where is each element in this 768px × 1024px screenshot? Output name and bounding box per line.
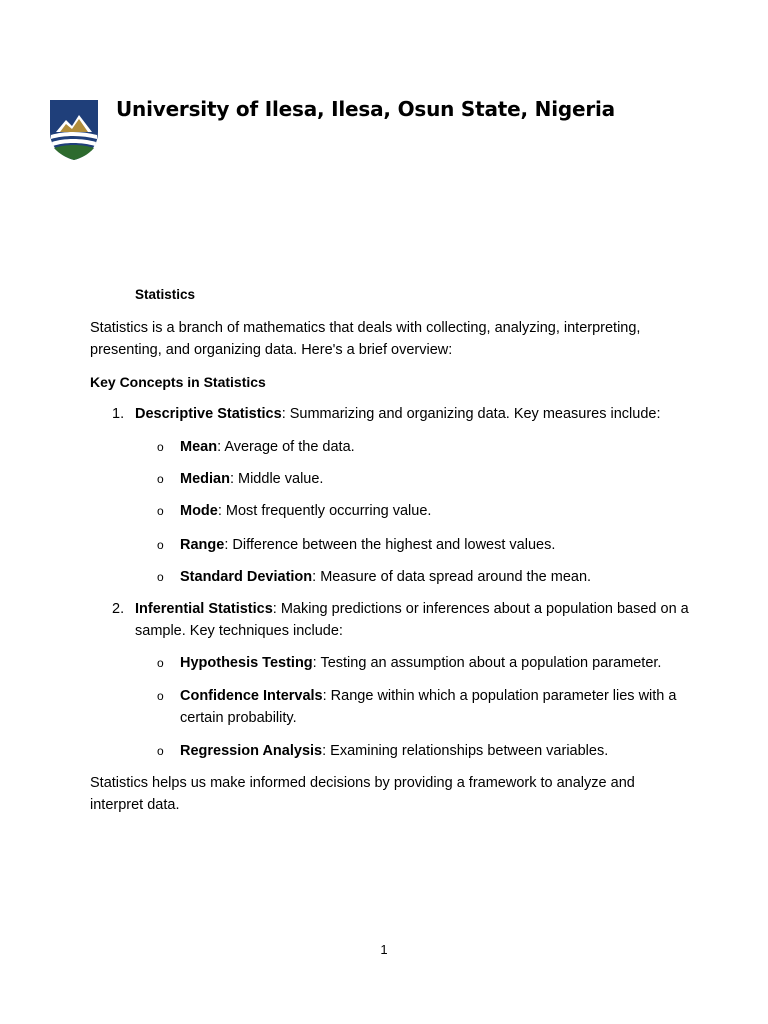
- sub-term: Mean: [180, 439, 218, 455]
- university-logo-icon: [48, 98, 100, 162]
- sub-term: Range: [180, 537, 225, 553]
- bullet-icon: o: [157, 689, 164, 703]
- university-title: University of Ilesa, Ilesa, Osun State, Nigeria: [116, 97, 615, 121]
- sub-list-item-mean: [157, 436, 697, 458]
- list-item-inferential-statistics: [112, 598, 692, 642]
- sub-text: : Most frequently occurring value.: [217, 503, 432, 519]
- sub-term: Standard Deviation: [180, 569, 313, 585]
- sub-list-item-range: [157, 534, 697, 556]
- bullet-icon: o: [157, 744, 164, 758]
- bullet-icon: o: [157, 538, 164, 552]
- bullet-icon: o: [157, 656, 164, 670]
- document-heading: Statistics: [135, 287, 196, 302]
- sub-text: : Difference between the highest and lowest values.: [224, 537, 556, 553]
- sub-text: : Examining relationships between variables.: [322, 743, 609, 759]
- sub-list-item-hypothesis-testing: [157, 652, 697, 674]
- sub-text: : Average of the data.: [217, 439, 355, 455]
- intro-paragraph: Statistics is a branch of mathematics that deals with collecting, analyzing, interpreting, presenting, and organizing data. Here's a brief overview:: [90, 320, 641, 358]
- sub-term: Hypothesis Testing: [180, 655, 313, 671]
- sub-text: : Measure of data spread around the mean.: [312, 569, 592, 585]
- sub-list-item-standard-deviation: [157, 566, 697, 588]
- list-term: Descriptive Statistics: [135, 406, 282, 422]
- sub-term: Median: [180, 471, 230, 487]
- sub-list-item-mode: [157, 500, 697, 522]
- bullet-icon: o: [157, 504, 164, 518]
- sub-term: Regression Analysis: [180, 743, 323, 759]
- key-concepts-heading: Key Concepts in Statistics: [90, 374, 266, 390]
- list-term: Inferential Statistics: [135, 601, 273, 617]
- list-number: 1.: [112, 406, 125, 422]
- list-text: : Making predictions or inferences about a population based on a sample. Key techniques include:: [135, 601, 689, 639]
- sub-term: Mode: [180, 503, 218, 519]
- list-item-descriptive-statistics: [112, 403, 692, 425]
- sub-term: Confidence Intervals: [180, 688, 323, 704]
- sub-text: : Middle value.: [229, 471, 324, 487]
- sub-text: : Testing an assumption about a population parameter.: [312, 655, 662, 671]
- list-text: : Summarizing and organizing data. Key measures include:: [281, 406, 661, 422]
- list-number: 2.: [112, 601, 125, 617]
- sub-list-item-median: [157, 468, 697, 490]
- sub-list-item-regression-analysis: [157, 740, 697, 762]
- bullet-icon: o: [157, 472, 164, 486]
- closing-paragraph: Statistics helps us make informed decisions by providing a framework to analyze and interpret data.: [90, 775, 635, 813]
- sub-text: : Range within which a population parameter lies with a certain probability.: [180, 688, 677, 726]
- bullet-icon: o: [157, 440, 164, 454]
- bullet-icon: o: [157, 570, 164, 584]
- page-number: 1: [380, 942, 388, 957]
- sub-list-item-confidence-intervals: [157, 685, 697, 729]
